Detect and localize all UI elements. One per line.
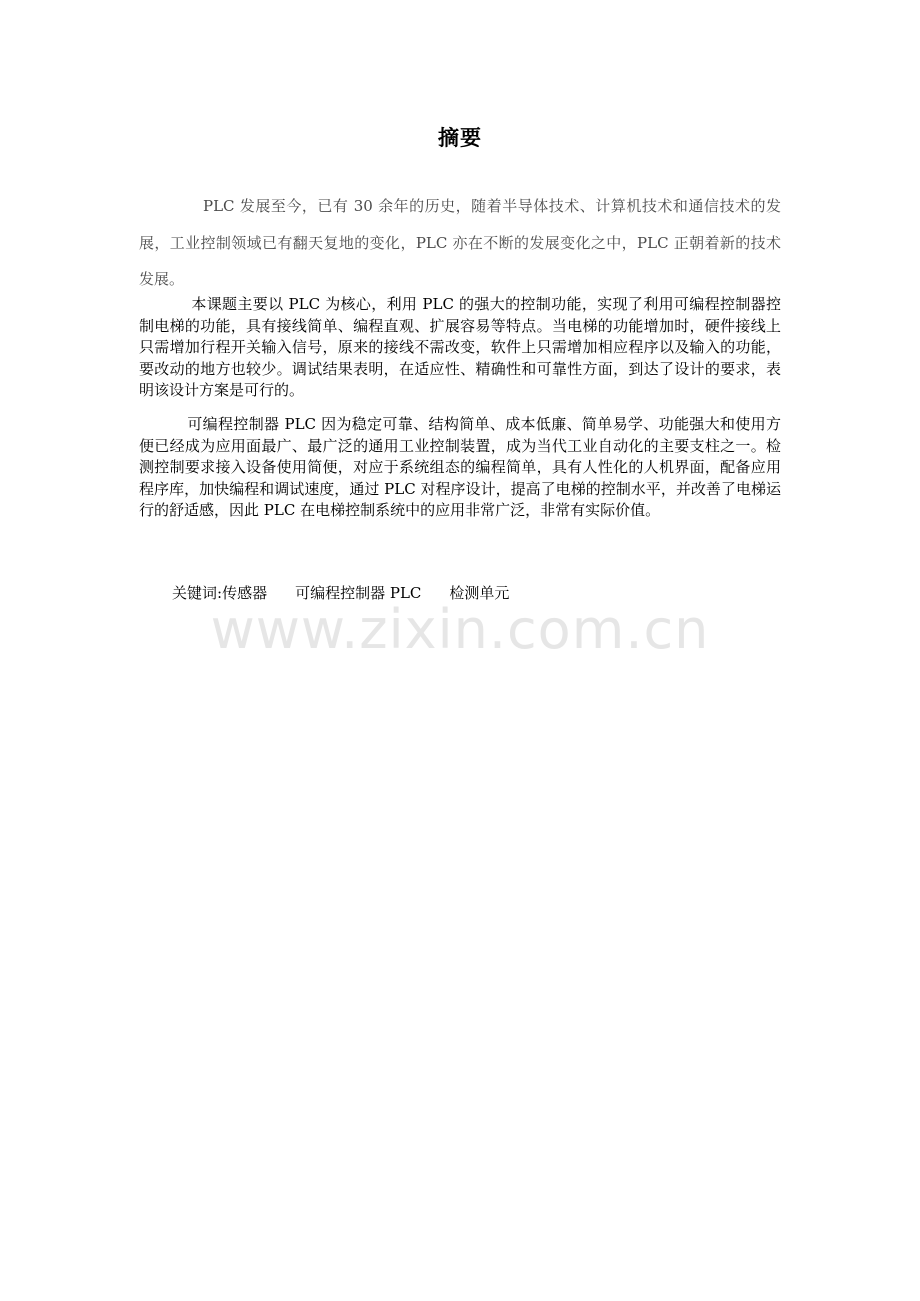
keywords-line [172,582,509,603]
paragraph-text: 本课题主要以 PLC 为核心，利用 PLC 的强大的控制功能，实现了利用可编程控制器控制电梯的功能，具有接线简单、编程直观、扩展容易等特点。当电梯的功能增加时，硬件接线上只需增加行程开关输入信号，原来的接线不需改变，软件上只需增加相应程序以及输入的功能，要改动的地方也较少。调试结果表明，在适应性、精确性和可靠性方面，到达了设计的要求，表明该设计方案是可行的。 [139,295,781,400]
keywords-label: 关键词: [172,584,223,602]
paragraph-text: 可编程控制器 PLC 因为稳定可靠、结构简单、成本低廉、简单易学、功能强大和使用方便已经成为应用面最广、最广泛的通用工业控制装置，成为当代工业自动化的主要支柱之一。检测控制要求接入设备使用简便，对应于系统组态的编程简单，具有人性化的人机界面，配备应用程序库，加快编程和调试速度，通过 PLC 对程序设计，提高了电梯的控制水平，并改善了电梯运行的舒适感，因此 PLC 在电梯控制系统中的应用非常广泛，非常有实际价值。 [139,415,781,520]
abstract-paragraph-1 [139,188,781,298]
abstract-paragraph-2 [139,294,781,402]
keyword-item: 传感器 [222,584,268,602]
keyword-item: 可编程控制器 PLC [295,584,422,602]
abstract-title: 摘要 [438,126,482,150]
keyword-item: 检测单元 [449,584,510,602]
abstract-paragraph-3 [139,414,781,522]
watermark: www.zixin.com.cn [210,598,710,661]
paragraph-text: PLC 发展至今，已有 30 余年的历史，随着半导体技术、计算机技术和通信技术的发展，工业控制领域已有翻天复地的变化，PLC 亦在不断的发展变化之中，PLC 正朝着新的技术发展。 [139,197,781,288]
